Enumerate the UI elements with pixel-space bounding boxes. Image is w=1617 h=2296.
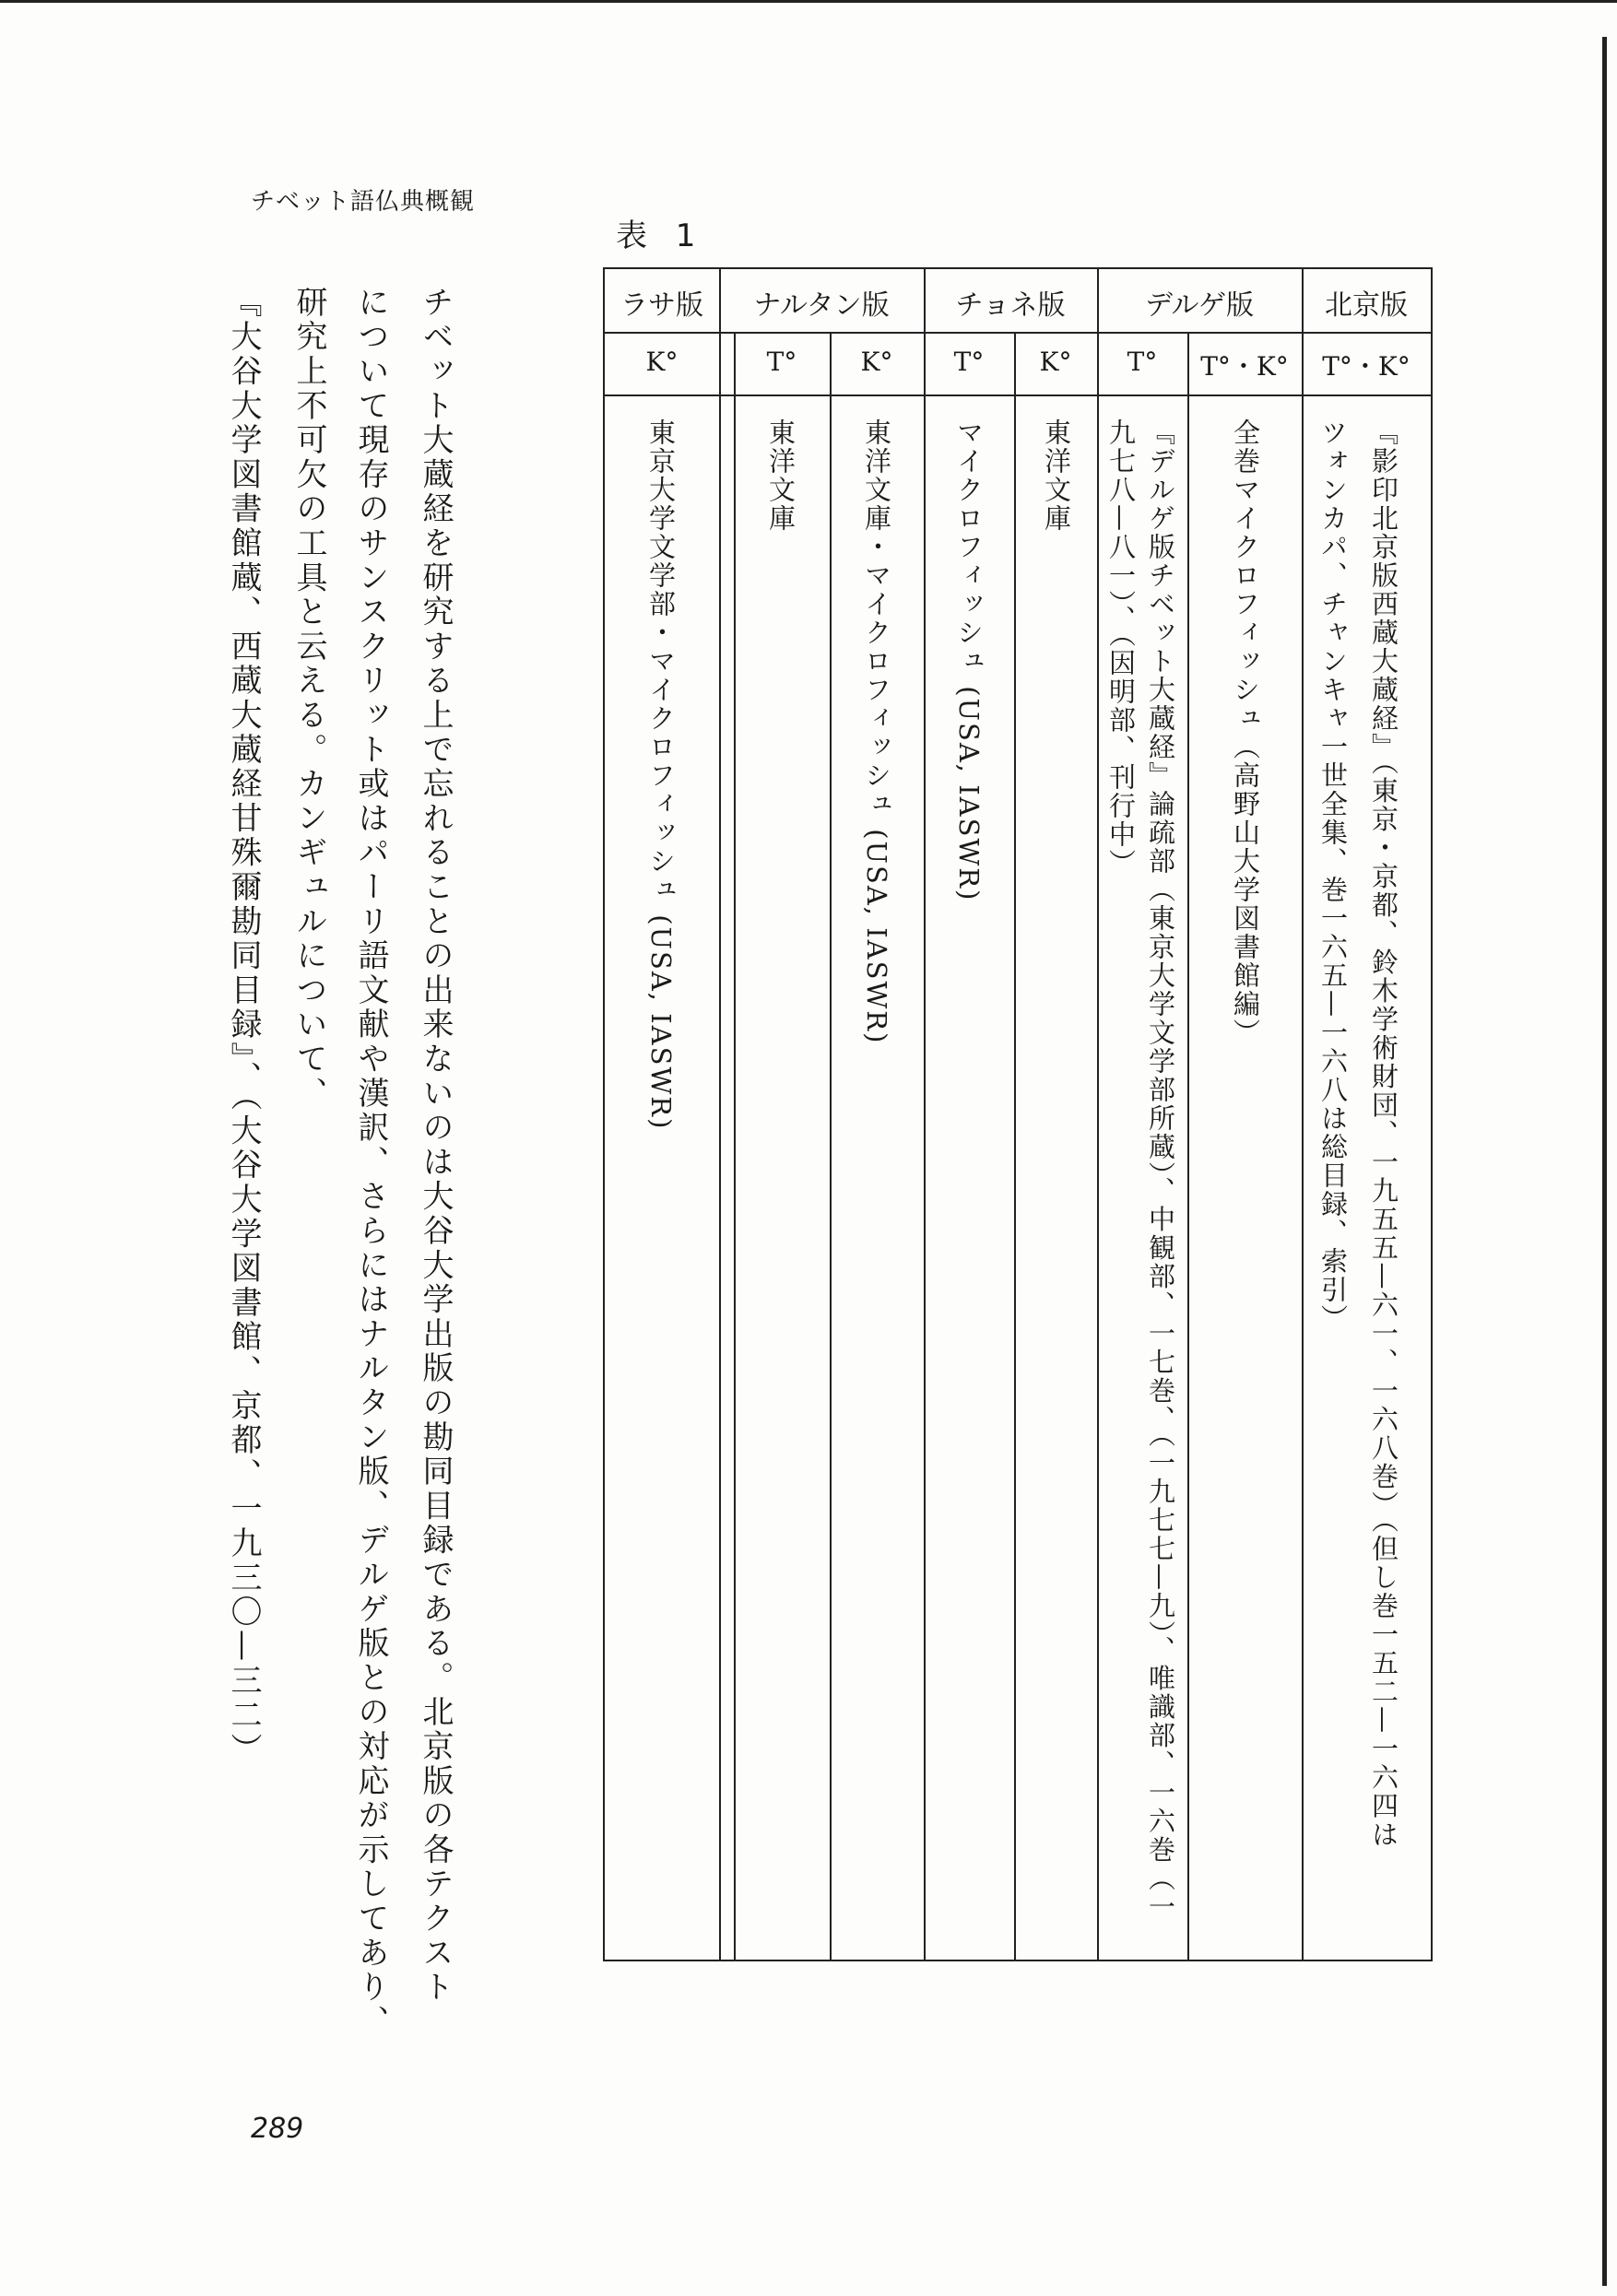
cell-cone-k: 東洋文庫	[1041, 418, 1072, 533]
cell-derge-tk: 全巻マイクロフィッシュ（高野山大学図書館編）	[1230, 418, 1261, 1047]
header-cone-edition: チョネ版	[955, 289, 1066, 322]
scan-edge-top	[0, 0, 1617, 3]
cell-peking-line-2: ツォンカパ、チャンキャ一世全集、巻一六五—一六八は総目録、索引）	[1317, 418, 1349, 1333]
cell-lhasa-k: 東京大学文学部・マイクロフィッシュ (USA, IASWR)	[645, 418, 677, 1131]
cell-narthang-t: 東洋文庫	[765, 418, 797, 533]
body-text-column-4: 『大谷大学図書館蔵、西蔵大蔵経甘殊爾勘同目録』、（大谷大学図書館、京都、一九三〇—三二）	[225, 286, 262, 1768]
cell-narthang-k: 東洋文庫・マイクロフィッシュ (USA, IASWR)	[861, 418, 892, 1045]
subheader-narthang-k: K°	[860, 347, 893, 377]
table-caption: 表 1	[616, 218, 705, 254]
body-text-column-1: チベット大蔵経を研究する上で忘れることの出来ないのは大谷大学出版の勘同目録である。北京版の各テクスト	[417, 286, 454, 2005]
subheader-derge-tk: T°・K°	[1200, 351, 1289, 382]
table-header-rule	[605, 332, 1431, 334]
col-divider	[719, 269, 721, 1960]
subheader-derge-t: T°	[1127, 347, 1158, 377]
subcol-divider	[1014, 332, 1016, 1960]
subheader-peking-tk: T°・K°	[1322, 351, 1410, 382]
cell-derge-t-line-2: 九七八—八一）、（因明部、刊行中）	[1105, 418, 1137, 877]
cell-cone-t: マイクロフィッシュ (USA, IASWR)	[953, 418, 985, 902]
subcol-divider	[830, 332, 832, 1960]
header-peking-edition: 北京版	[1325, 289, 1408, 322]
running-head: チベット語仏典概観	[251, 188, 476, 216]
cell-derge-t-line-1: 『デルゲ版チベット大蔵経』論疏部（東京大学文学部所蔵）、中観部、一七巻、（一九七七—九）、唯識部、一六巻（一	[1145, 418, 1176, 1922]
col-divider	[1097, 269, 1099, 1960]
subcol-divider	[734, 332, 736, 1960]
cell-peking-line-1: 『影印北京版西蔵大蔵経』（東京・京都、鈴木学術財団、一九五五—六一、一六八巻）（但し巻一五二—一六四は	[1368, 418, 1399, 1849]
subheader-narthang-t: T°	[766, 347, 797, 377]
edition-table	[603, 267, 1433, 1961]
table-subheader-rule	[605, 394, 1431, 396]
col-divider	[924, 269, 926, 1960]
page-number: 289	[251, 2113, 304, 2145]
scan-edge-right	[1602, 37, 1607, 2286]
header-derge-edition: デルゲ版	[1145, 289, 1254, 322]
subheader-lhasa-k: K°	[645, 347, 679, 377]
body-text-column-3: 研究上不可欠の工具と云える。カンギュルについて、	[290, 286, 327, 1112]
header-narthang-edition: ナルタン版	[753, 289, 890, 322]
subheader-cone-k: K°	[1039, 347, 1072, 377]
subheader-cone-t: T°	[953, 347, 985, 377]
body-text-column-2: について現存のサンスクリット或はパーリ語文献や漢訳、さらにはナルタン版、デルゲ版との対応が示してあり、	[352, 286, 389, 2040]
col-divider	[1302, 269, 1304, 1960]
subcol-divider	[1187, 332, 1189, 1960]
header-lhasa-edition: ラサ版	[620, 289, 703, 322]
